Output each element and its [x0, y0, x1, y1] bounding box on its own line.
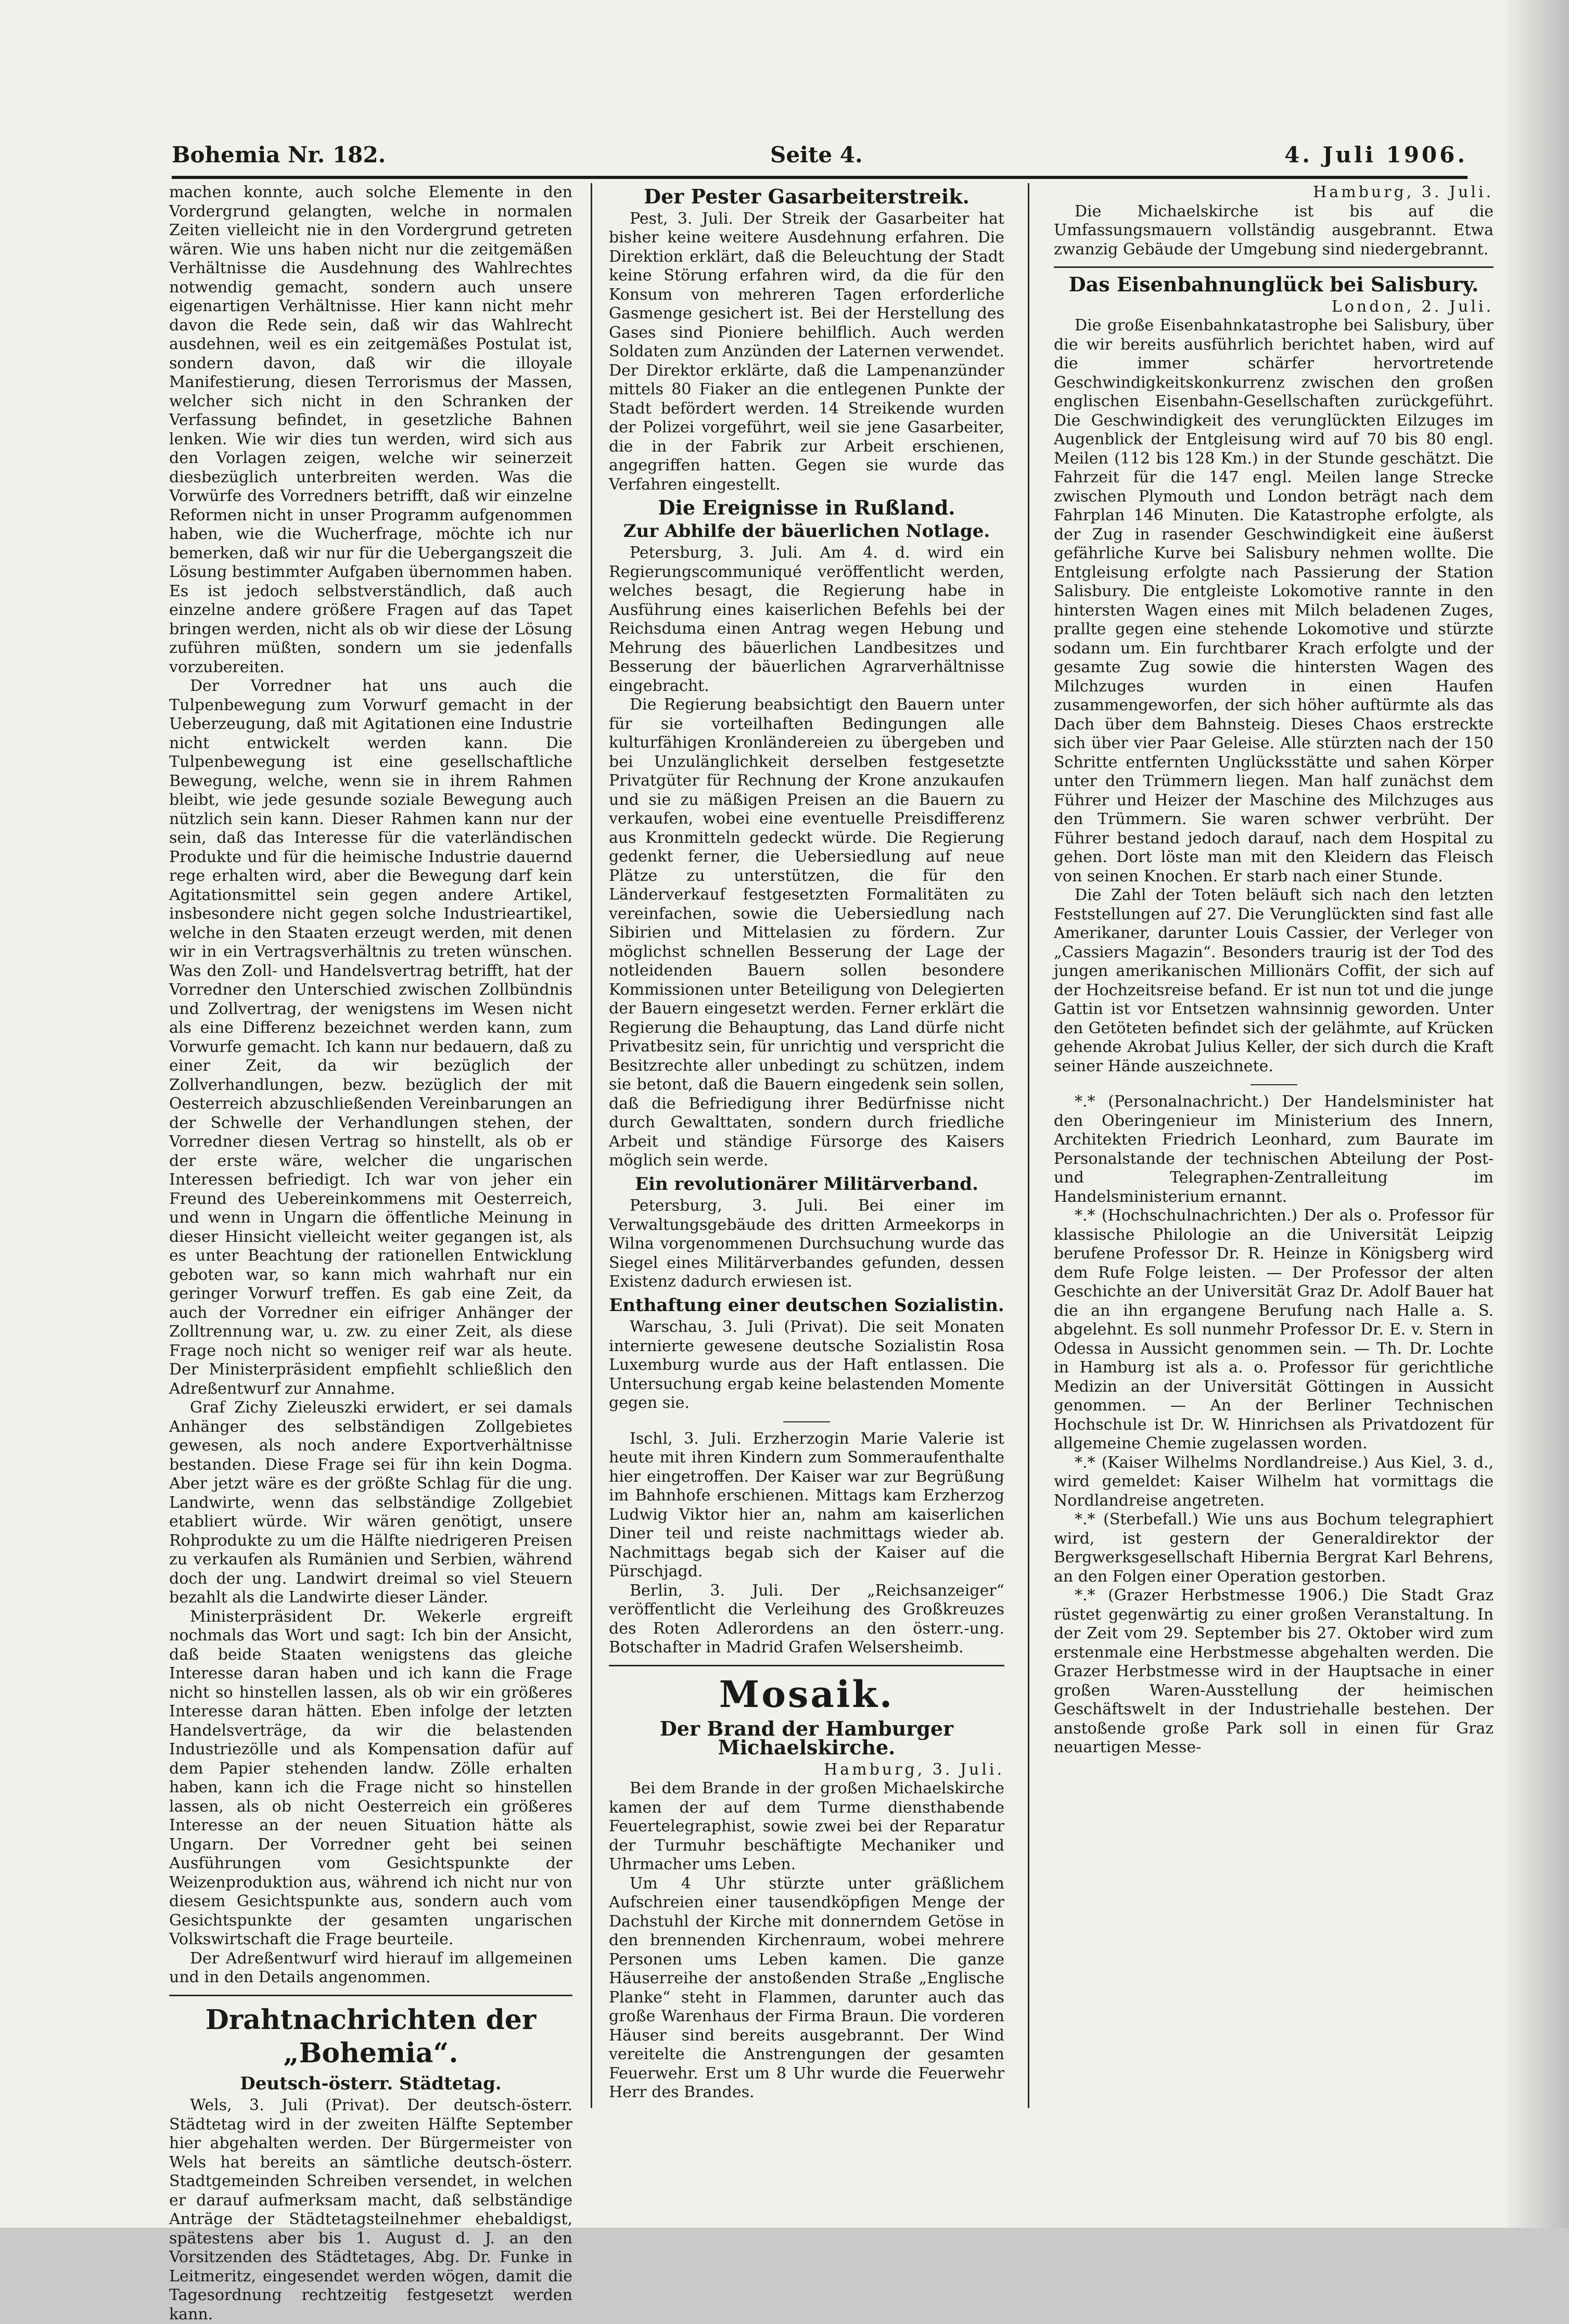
column-1 [169, 183, 572, 2323]
short-divider [1251, 1084, 1297, 1085]
article-text: Wels, 3. Juli (Privat). Der deutsch-österr. Städtetag wird in der zweiten Hälfte September hier abgehalten werden. Der Bürgermeister von Wels hat bereits an sämtliche deutsch-österr. Stadtgemeinden Schreiben versendet, in welchen er darauf aufmerksam macht, daß selbständige Anträge der Städtetagsteilnehmer ehebaldigst, spätestens aber bis 1. August d. J. an den Vorsitzenden des Städtetages, Abg. Dr. Funke in Leitmeritz, eingesendet werden wögen, damit die Tagesordnung rechtzeitig festgesetzt werden kann. [169, 2096, 572, 2323]
article-text: Petersburg, 3. Juli. Am 4. d. wird ein Regierungscommuniqué veröffentlicht werden, welches besagt, die Regierung habe in Ausführung eines kaiserlichen Befehls bei der Reichsduma einen Antrag wegen Hebung und Mehrung des bäuerlichen Landbesitzes und Besserung der bäuerlichen Agrarverhältnisse eingebracht. [609, 544, 1004, 695]
article-heading: Der Pester Gasarbeiterstreik. [644, 185, 970, 208]
page-header [172, 138, 1468, 174]
news-item: *.* (Kaiser Wilhelms Nordlandreise.) Aus Kiel, 3. d., wird gemeldet: Kaiser Wilhelm hat vormittags die Nordlandreise angetreten. [1054, 1453, 1494, 1510]
header-rule [172, 176, 1468, 179]
article-heading: Die Ereignisse in Rußland. [658, 496, 955, 519]
article-text: Die Regierung beabsichtigt den Bauern unter für sie vorteilhaften Bedingungen alle kulturfähigen Kronländereien zu übergeben und bei Unzulänglichkeit derselben festgesetzte Privatgüter für Rechnung der Krone anzukaufen und sie zu mäßigen Preisen an die Bauern zu verkaufen, wobei eine eventuelle Preisdifferenz aus Kronmitteln gedeckt würde. Die Regierung gedenkt ferner, die Uebersiedlung auf neue Plätze zu unterstützen, die für den Länderverkauf festgesetzten Formalitäten zu vereinfachen, sowie die Uebersiedlung nach Sibirien und Mittelasien zu fördern. Zur möglichst schnellen Besserung der Lage der notleidenden Bauern sollen besondere Kommissionen unter Beteiligung von Delegierten der Bauern eingesetzt werden. Ferner erklärt die Regierung die Behauptung, das Land dürfe nicht Privatbesitz sein, für unrichtig und verspricht die Besitzrechte aller unbedingt zu schützen, indem sie betont, daß die Bauern eingedenk sein sollen, daß die Befriedigung ihrer Bedürfnisse nicht durch Gewalttaten, sondern durch friedliche Arbeit und ständige Fürsorge des Kaisers möglich sein werde. [609, 696, 1004, 1170]
section-heading-drahtnachrichten: Drahtnachrichten der „Bohemia“. [205, 2004, 537, 2069]
dateline: London, 2. Juli. [1331, 297, 1494, 316]
article-text: Graf Zichy Zieleuszki erwidert, er sei damals Anhänger des selbständigen Zollgebietes gewesen, als noch andere Exportverhältnisse bestanden. Diese Frage sei für ihn kein Dogma. Aber jetzt wäre es der größte Schlag für die ung. Landwirte, wenn das selbständige Zollgebiet etabliert würde. Wir wären genötigt, unsere Rohprodukte zu um die Hälfte niedrigeren Preisen zu verkaufen als Rumänien und Serbien, während doch der ung. Landwirt dreimal so viel Steuern bezahlt als die Landwirte dieser Länder. [169, 1398, 572, 1607]
article-text: Warschau, 3. Juli (Privat). Die seit Monaten internierte gewesene deutsche Sozialistin Rosa Luxemburg wurde aus der Haft entlassen. Die Untersuchung ergab keine belastenden Momente gegen sie. [609, 1318, 1004, 1412]
short-divider [783, 1421, 830, 1422]
page-number: Seite 4. [770, 142, 863, 168]
article-text: Der Adreßentwurf wird hierauf im allgemeinen und in den Details angenommen. [169, 1949, 572, 1986]
news-item: *.* (Personalnachricht.) Der Handelsminister hat den Oberingenieur im Ministerium des Innern, Architekten Friedrich Leonhard, zum Baurate im Personalstande der technischen Abteilung der Post- und Telegraphen-Zentralleitung im Handelsministerium ernannt. [1054, 1093, 1494, 1206]
column-divider-2 [1028, 183, 1029, 2108]
dateline: Hamburg, 3. Juli. [1313, 183, 1494, 201]
article-text: Petersburg, 3. Juli. Bei einer im Verwaltungsgebäude des dritten Armeekorps in Wilna vorgenommenen Durchsuchung wurde das Siegel eines Militärverbandes gefunden, dessen Existenz dadurch erwiesen ist. [609, 1197, 1004, 1291]
article-text: Bei dem Brande in der großen Michaelskirche kamen der auf dem Turme diensthabende Feuertelegraphist, sowie zwei bei der Reparatur der Turmuhr beschäftigte Mechaniker und Uhrmacher ums Leben. [609, 1779, 1004, 1873]
article-text: Die große Eisenbahnkatastrophe bei Salisbury, über die wir bereits ausführlich berichtet haben, wird auf die immer schärfer hervortretende Geschwindigkeitskonkurrenz zwischen den großen englischen Eisenbahn-Gesellschaften zurückgeführt. Die Geschwindigkeit des verunglückten Eilzuges im Augenblick der Entgleisung wird auf 70 bis 80 engl. Meilen (112 bis 128 Km.) in der Stunde geschätzt. Die Fahrzeit für die 147 engl. Meilen lange Strecke zwischen Plymouth und London beträgt nach dem Fahrplan 146 Minuten. Die Katastrophe erfolgte, als der Zug in rasender Geschwindigkeit eine äußerst gefährliche Kurve bei Salisbury nehmen wollte. Die Entgleisung erfolgte nach Passierung der Station Salisbury. Die entgleiste Lokomotive rannte in den hintersten Wagen eines mit Milch beladenen Zuges, prallte gegen eine stehende Lokomotive und stürzte sodann um. Ein furchtbarer Krach erfolgte und der gesamte Zug sowie die hintersten Wagen des Milchzuges wurden in einen Haufen zusammengeworfen, der sich höher auftürmte als das Dach über dem Bahnsteig. Dieses Chaos erstreckte sich über vier Paar Geleise. Alle stürzten nach der 150 Schritte entfernten Unglücksstätte und sahen Körper unter den Trümmern liegen. Man half zunächst dem Führer und Heizer der Maschine des Milchzuges aus den Trümmern. Sie waren schwer verbrüht. Der Führer bestand jedoch darauf, nach dem Hospital zu gehen. Dort löste man mit den Kleidern das Fleisch von seinen Knochen. Er starb nach einer Stunde. [1054, 316, 1494, 885]
article-text: Die Michaelskirche ist bis auf die Umfassungsmauern vollständig ausgebrannt. Etwa zwanzig Gebäude der Umgebung sind niedergebrannt. [1054, 202, 1494, 259]
subheading: Zur Abhilfe der bäuerlichen Notlage. [623, 520, 990, 542]
news-item: *.* (Hochschulnachrichten.) Der als o. Professor für klassische Philologie an die Universität Leipzig berufene Professor Dr. R. Heinze in Königsberg wird dem Rufe Folge leisten. — Der Professor der alten Geschichte an der Universität Graz Dr. Adolf Bauer hat die an ihn ergangene Berufung nach Halle a. S. abgelehnt. Es soll nunmehr Professor Dr. E. v. Stern in Odessa in Aussicht genommen sein. — Th. Dr. Lochte in Hamburg ist als a. o. Professor für gerichtliche Medizin an der Universität Göttingen in Aussicht genommen. — An der Berliner Technischen Hochschule ist Dr. W. Hinrichsen als Privatdozent für allgemeine Chemie zugelassen worden. [1054, 1206, 1494, 1453]
subheading: Deutsch-österr. Städtetag. [240, 2073, 502, 2094]
article-heading: Der Brand der Hamburger Michaelskirche. [659, 1716, 954, 1759]
section-rule [169, 1995, 572, 1996]
dateline: Hamburg, 3. Juli. [824, 1760, 1004, 1779]
section-heading-mosaik: Mosaik. [719, 1672, 895, 1716]
article-text: Die Zahl der Toten beläuft sich nach den letzten Feststellungen auf 27. Die Verunglückten sind fast alle Amerikaner, darunter Louis Cassier, der Verleger von „Cassiers Magazin“. Besonders traurig ist der Tod des jungen amerikanischen Millionärs Coffit, der sich auf der Hochzeitsreise befand. Er ist nun tot und die junge Gattin ist vor Entsetzen wahnsinnig geworden. Unter den Getöteten befindet sich der gelähmte, auf Krücken gehende Akrobat Julius Keller, der sich durch die Kraft seiner Hände auszeichnete. [1054, 886, 1494, 1075]
article-text: Um 4 Uhr stürzte unter gräßlichem Aufschreien einer tausendköpfigen Menge der Dachstuhl der Kirche mit donnerndem Getöse in den brennenden Kirchenraum, wobei mehrere Personen ums Leben kamen. Die ganze Häuserreihe der anstoßenden Straße „Englische Planke“ steht in Flammen, darunter auch das große Warenhaus der Firma Braun. Die vorderen Häuser sind bereits ausgebrannt. Der Wind vereitelte die Anstrengungen der gesamten Feuerwehr. Erst um 8 Uhr wurde die Feuerwehr Herr des Brandes. [609, 1874, 1004, 2101]
masthead-issue: Bohemia Nr. 182. [172, 142, 386, 168]
article-heading: Das Eisenbahnunglück bei Salisbury. [1068, 273, 1479, 296]
article-text: Der Vorredner hat uns auch die Tulpenbewegung zum Vorwurf gemacht in der Ueberzeugung, daß mit Agitationen eine Industrie nicht entwickelt werden kann. Die Tulpenbewegung ist eine gesellschaftliche Bewegung, welche, wenn sie in ihrem Rahmen bleibt, wie jede gesunde soziale Bewegung auch nützlich sein kann. Dieser Rahmen kann nur der sein, daß das Interesse für die vaterländischen Produkte und für die heimische Industrie dauernd rege erhalten wird, aber die Bewegung darf kein Agitationsmittel sein gegen andere Artikel, insbesondere nicht gegen solche Industrieartikel, welche in den Staaten erzeugt werden, mit denen wir in ein Vertragsverhältnis zu treten wünschen. Was den Zoll- und Handelsvertrag betrifft, hat der Vorredner den Unterschied zwischen Zollbündnis und Zollvertrag, der wenigstens im Wesen nicht als eine Differenz bezeichnet werden kann, zum Vorwurfe gemacht. Ich kann nur bedauern, daß zu einer Zeit, da wir bezüglich der Zollverhandlungen, bezw. bezüglich der mit Oesterreich abzuschließenden Vereinbarungen an der Schwelle der Verhandlungen stehen, der Vorredner diesen Vertrag so hinstellt, als ob er der erste wäre, welcher die ungarischen Interessen befriedigt. Ich war von jeher ein Freund des Uebereinkommens mit Oesterreich, und wenn in Ungarn die öffentliche Meinung in dieser Hinsicht vielleicht weiter gegangen ist, als es unter Beachtung der rationellen Entwicklung geboten war, so kann mich wahrhaft nur ein geringer Vorwurf treffen. Es gab eine Zeit, da auch der Vorredner ein eifriger Anhänger der Zolltrennung war, u. zw. zu einer Zeit, als diese Frage noch nicht so weniger reif war als heute. Der Ministerpräsident empfiehlt schließlich den Adreßentwurf zur Annahme. [169, 677, 572, 1398]
subheading: Enthaftung einer deutschen Sozialistin. [609, 1294, 1004, 1316]
section-rule [1054, 266, 1494, 268]
subheading: Ein revolutionärer Militärverband. [635, 1173, 978, 1195]
column-divider-1 [591, 183, 592, 2108]
article-text: Pest, 3. Juli. Der Streik der Gasarbeiter hat bisher keine weitere Ausdehnung erfahren. Die Direktion erklärt, daß die Beleuchtung der Stadt keine Störung erfahren wird, da die für den Konsum von mehreren Tagen erforderliche Gasmenge gesichert ist. Bei der Herstellung des Gases sind Pioniere behilflich. Auch werden Soldaten zum Anzünden der Laternen verwendet. Der Direktor erklärte, daß die Lampenanzünder mittels 80 Fiaker an die entlegenen Punkte der Stadt befördert werden. 14 Streikende wurden der Polizei vorgeführt, weil sie jene Gasarbeiter, die in der Fabrik zur Arbeit erschienen, angegriffen hatten. Gegen sie wurde das Verfahren eingestellt. [609, 209, 1004, 494]
article-text: Berlin, 3. Juli. Der „Reichsanzeiger“ veröffentlicht die Verleihung des Großkreuzes des Roten Adlerordens an den österr.-ung. Botschafter in Madrid Grafen Welsersheimb. [609, 1581, 1004, 1657]
news-item: *.* (Grazer Herbstmesse 1906.) Die Stadt Graz rüstet gegenwärtig zu einer großen Veranstaltung. In der Zeit vom 29. September bis 27. Oktober wird zum erstenmale eine Herbstmesse abgehalten werden. Die Grazer Herbstmesse wird in der Hauptsache in einer großen Waren-Ausstellung der heimischen Geschäftswelt in der Industriehalle bestehen. Der anstoßende große Park soll in einen für Graz neuartigen Messe- [1054, 1586, 1494, 1756]
section-rule [609, 1665, 1004, 1666]
issue-date: 4. Juli 1906. [1284, 142, 1468, 168]
article-text: Ischl, 3. Juli. Erzherzogin Marie Valerie ist heute mit ihren Kindern zum Sommeraufenthalte hier eingetroffen. Der Kaiser war zur Begrüßung im Bahnhofe erschienen. Mittags kam Erzherzog Ludwig Viktor hier an, nahm am kaiserlichen Diner teil und reiste nachmittags wieder ab. Nachmittags begab sich der Kaiser auf die Pürschjagd. [609, 1429, 1004, 1581]
column-2 [609, 183, 1004, 2126]
news-item: *.* (Sterbefall.) Wie uns aus Bochum telegraphiert wird, ist gestern der Generaldirektor der Bergwerksgesellschaft Hibernia Bergrat Karl Behrens, an den Folgen einer Operation gestorben. [1054, 1510, 1494, 1586]
column-3 [1054, 183, 1494, 2126]
article-text: Ministerpräsident Dr. Wekerle ergreift nochmals das Wort und sagt: Ich bin der Ansicht, daß beide Staaten wenigstens das gleiche Interesse daran haben und ich kann die Frage nicht so hinstellen lassen, als ob wir ein größeres Interesse daran hätten. Eben infolge der letzten Handelsverträge, da wir die belastenden Industriezölle und als Kompensation dafür auf dem Papier stehenden landw. Zölle erhalten haben, kann ich die Frage nicht so hinstellen lassen, als ob nicht Oesterreich ein größeres Interesse an der neuen Situation hätte als Ungarn. Der Vorredner geht bei seinen Ausführungen vom Gesichtspunkte der Weizenproduktion aus, während ich nicht nur von diesem Gesichtspunkte aus, sondern auch vom Gesichtspunkte der gesamten ungarischen Volkswirtschaft die Frage beurteile. [169, 1607, 572, 1948]
article-text: machen konnte, auch solche Elemente in den Vordergrund gelangten, welche in normalen Zeiten vielleicht nie in den Vordergrund getreten wären. Wie uns haben nicht nur die zeitgemäßen Verhältnisse die Ausdehnung des Wahlrechtes notwendig gemacht, sondern auch unsere eigenartigen Verhältnisse. Hier kann nicht mehr davon die Rede sein, daß wir das Wahlrecht ausdehnen, weil es ein zeitgemäßes Postulat ist, sondern davon, daß wir die illoyale Manifestierung, diesen Terrorismus der Massen, welcher sich nicht in den Schranken der Verfassung befindet, in gesetzliche Bahnen lenken. Wie wir dies tun werden, wird sich aus den Vorlagen zeigen, welche wir seinerzeit diesbezüglich unterbreiten werden. Was die Vorwürfe des Vorredners betrifft, daß wir einzelne Reformen nicht in unser Programm aufgenommen haben, wie die Wucherfrage, möchte ich nur bemerken, daß wir nur für die Uebergangszeit die Lösung bestimmter Aufgaben übernommen haben. Es ist jedoch selbstverständlich, daß auch einzelne andere größere Fragen auf das Tapet bringen werden, nicht als ob wir diese der Lösung zuführen müßten, sondern um sie jedenfalls vorzubereiten. [169, 183, 572, 676]
page-edge-shadow [1507, 0, 1569, 2228]
